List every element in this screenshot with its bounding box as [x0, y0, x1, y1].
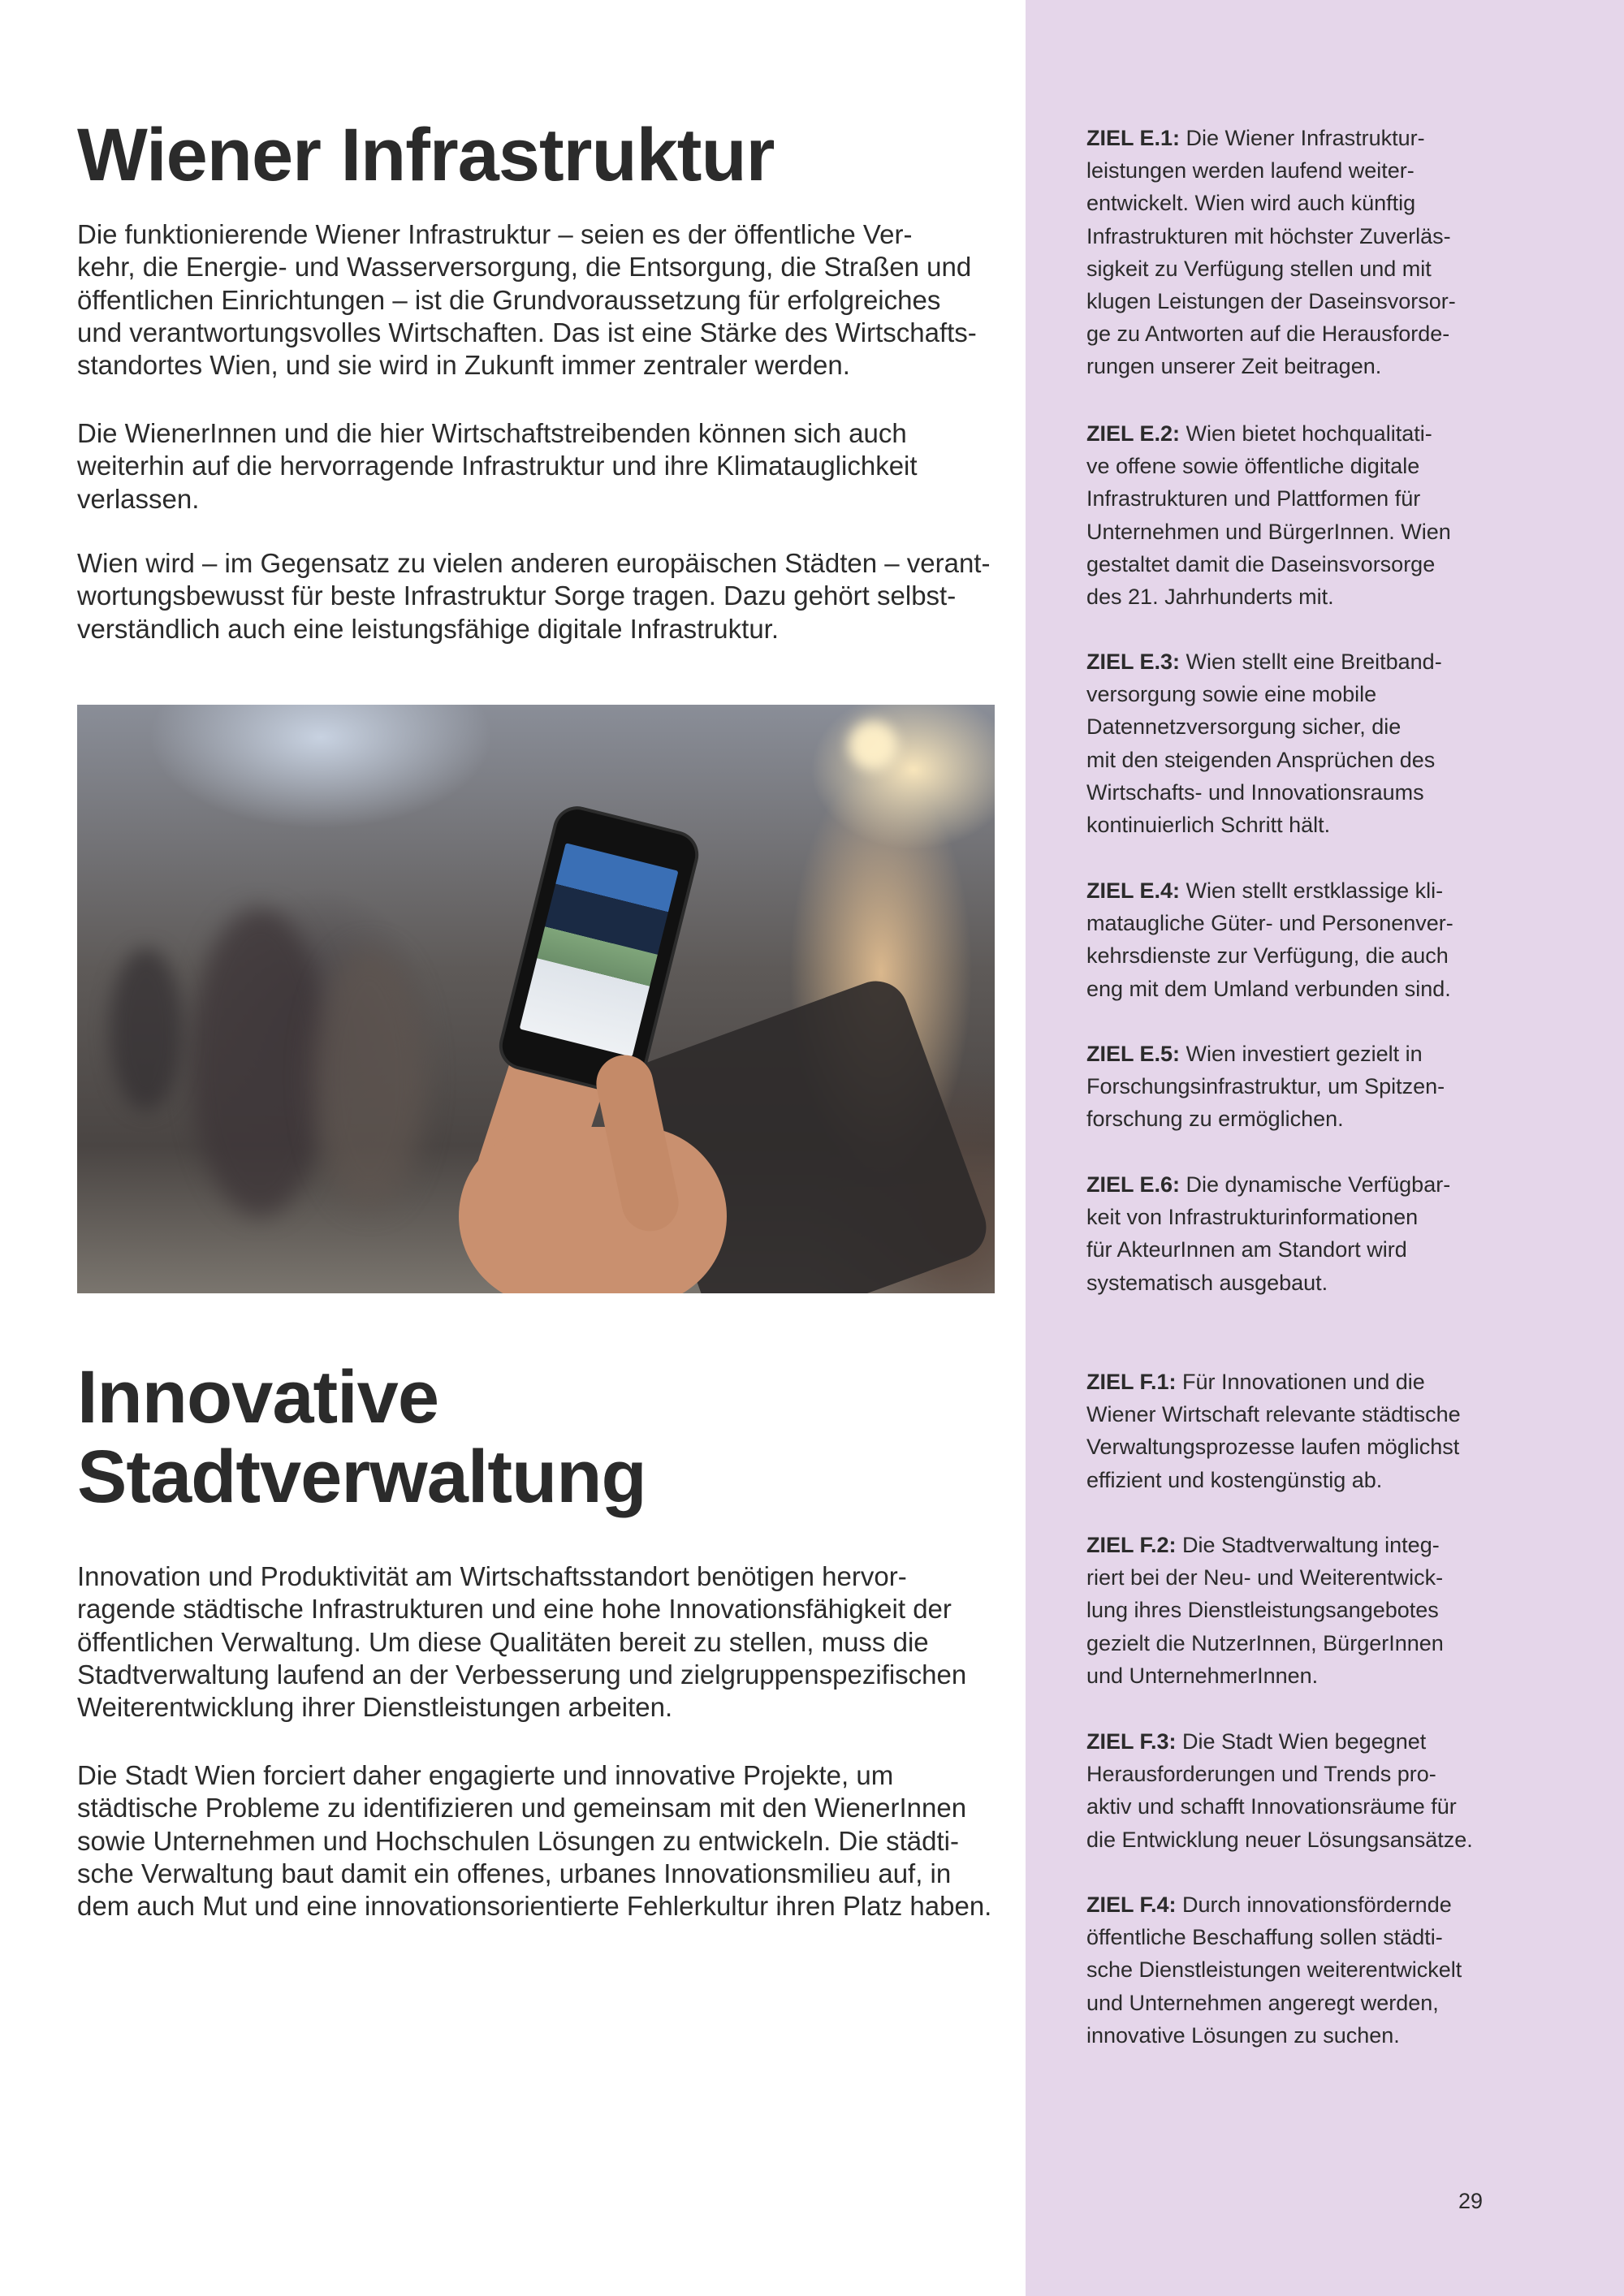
goal-label: ZIEL F.3:	[1086, 1729, 1177, 1754]
goal-text: Die Stadtverwaltung integ- riert bei der Neu- und Weiterentwick- lung ihres Dienstleistungsangebotes gezielt die NutzerInnen, BürgerInnen und UnternehmerInnen.	[1086, 1533, 1444, 1688]
goal-label: ZIEL F.1:	[1086, 1370, 1177, 1394]
goal-text: Durch innovationsfördernde öffentliche Beschaffung sollen städti- sche Dienstleistungen weiterentwickelt und Unternehmen angeregt werden, innovative Lösungen zu suchen.	[1086, 1892, 1462, 2048]
goal-f4	[1086, 1888, 1574, 2052]
paragraph-infrastruktur-2: Die WienerInnen und die hier Wirtschaftstreibenden können sich auch weiterhin auf die hervorragende Infrastruktur und ihre Klimatauglichkeit verlassen.	[77, 418, 918, 514]
goal-label: ZIEL E.5:	[1086, 1042, 1181, 1066]
goal-text: Die Stadt Wien begegnet Herausforderungen und Trends pro- aktiv und schafft Innovationsräume für die Entwicklung neuer Lösungsansätze.	[1086, 1729, 1473, 1852]
paragraph-infrastruktur-3: Wien wird – im Gegensatz zu vielen anderen europäischen Städten – verant- wortungsbewusst für beste Infrastruktur Sorge tragen. Dazu gehört selbst- verständlich auch eine leistungsfähige digitale Infrastruktur.	[77, 548, 991, 644]
goal-text: Die Wiener Infrastruktur- leistungen werden laufend weiter- entwickelt. Wien wird auch künftig Infrastrukturen mit höchster Zuverläs- sigkeit zu Verfügung stellen und mit klugen Leistungen der Daseinsvorsor- ge zu Antworten auf die Herausforde- rungen unserer Zeit beitragen.	[1086, 126, 1456, 379]
goal-text: Die dynamische Verfügbar- keit von Infrastrukturinformationen für AkteurInnen am Standort wird systematisch ausgebaut.	[1086, 1172, 1451, 1295]
goal-f3	[1086, 1725, 1574, 1856]
goals-sidebar	[1026, 0, 1624, 2296]
goal-text: Wien bietet hochqualitati- ve offene sowie öffentliche digitale Infrastrukturen und Plattformen für Unternehmen und BürgerInnen. Wien gestaltet damit die Daseinsvorsorge des 21. Jahrhunderts mit.	[1086, 421, 1451, 610]
goal-e5	[1086, 1038, 1574, 1136]
goal-text: Wien stellt erstklassige kli- mataugliche Güter- und Personenver- kehrsdienste zur Verfügung, die auch eng mit dem Umland verbunden sind.	[1086, 878, 1453, 1001]
goal-label: ZIEL E.3:	[1086, 650, 1181, 674]
phone-screen	[520, 843, 679, 1057]
goal-e4	[1086, 874, 1574, 1005]
goal-label: ZIEL F.4:	[1086, 1892, 1177, 1917]
goal-text: Wien investiert gezielt in Forschungsinfrastruktur, um Spitzen- forschung zu ermöglichen.	[1086, 1042, 1445, 1132]
page-number: 29	[1458, 2189, 1483, 2213]
goal-text: Wien stellt eine Breitband- versorgung sowie eine mobile Datennetzversorgung sicher, die mit den steigenden Ansprüchen des Wirtschafts- und Innovationsraums kontinuierlich Schritt hält.	[1086, 650, 1442, 838]
phone-device	[498, 805, 699, 1096]
goal-label: ZIEL E.4:	[1086, 878, 1181, 903]
goal-f1	[1086, 1366, 1574, 1496]
goal-label: ZIEL E.1:	[1086, 126, 1181, 150]
goal-e3	[1086, 645, 1574, 841]
paragraph-stadtverwaltung-1: Innovation und Produktivität am Wirtschaftsstandort benötigen hervor- ragende städtische Infrastrukturen und eine hohe Innovationsfähigkeit der öffentlichen Verwaltung. Um diese Qualitäten bereit zu stellen, muss die Stadtverwaltung laufend an der Verbesserung und zielgruppenspezifischen Weiterentwicklung ihrer Dienstleistungen arbeiten.	[77, 1561, 967, 1723]
goal-e1	[1086, 122, 1574, 383]
goal-f2	[1086, 1529, 1574, 1692]
goal-label: ZIEL F.2:	[1086, 1533, 1177, 1557]
paragraph-infrastruktur-1: Die funktionierende Wiener Infrastruktur – seien es der öffentliche Ver- kehr, die Energie- und Wasserversorgung, die Entsorgung, die Straßen und öffentlichen Einrichtungen – ist die Grundvoraussetzung für erfolgreiches und verantwortungsvolles Wirtschaften. Das ist eine Stärke des Wirtschafts- standortes Wien, und sie wird in Zukunft immer zentraler werden.	[77, 219, 977, 381]
goal-label: ZIEL E.6:	[1086, 1172, 1181, 1197]
paragraph-stadtverwaltung-2: Die Stadt Wien forciert daher engagierte und innovative Projekte, um städtische Probleme zu identifizieren und gemeinsam mit den WienerInnen sowie Unternehmen und Hochschulen Lösungen zu entwickeln. Die städti- sche Verwaltung baut damit ein offenes, urbanes Innovationsmilieu auf, in dem auch Mut und eine innovationsorientierte Fehlerkultur ihren Platz haben.	[77, 1760, 992, 1922]
goal-e2	[1086, 417, 1574, 613]
heading-wiener-infrastruktur: Wiener Infrastruktur	[77, 114, 775, 196]
goal-text: Für Innovationen und die Wiener Wirtschaft relevante städtische Verwaltungsprozesse laufen möglichst effizient und kostengünstig ab.	[1086, 1370, 1461, 1492]
smartphone-photo	[77, 705, 995, 1293]
heading-innovative-stadtverwaltung: Innovative Stadtverwaltung	[77, 1356, 646, 1518]
goal-e6	[1086, 1168, 1574, 1299]
goal-label: ZIEL E.2:	[1086, 421, 1181, 446]
